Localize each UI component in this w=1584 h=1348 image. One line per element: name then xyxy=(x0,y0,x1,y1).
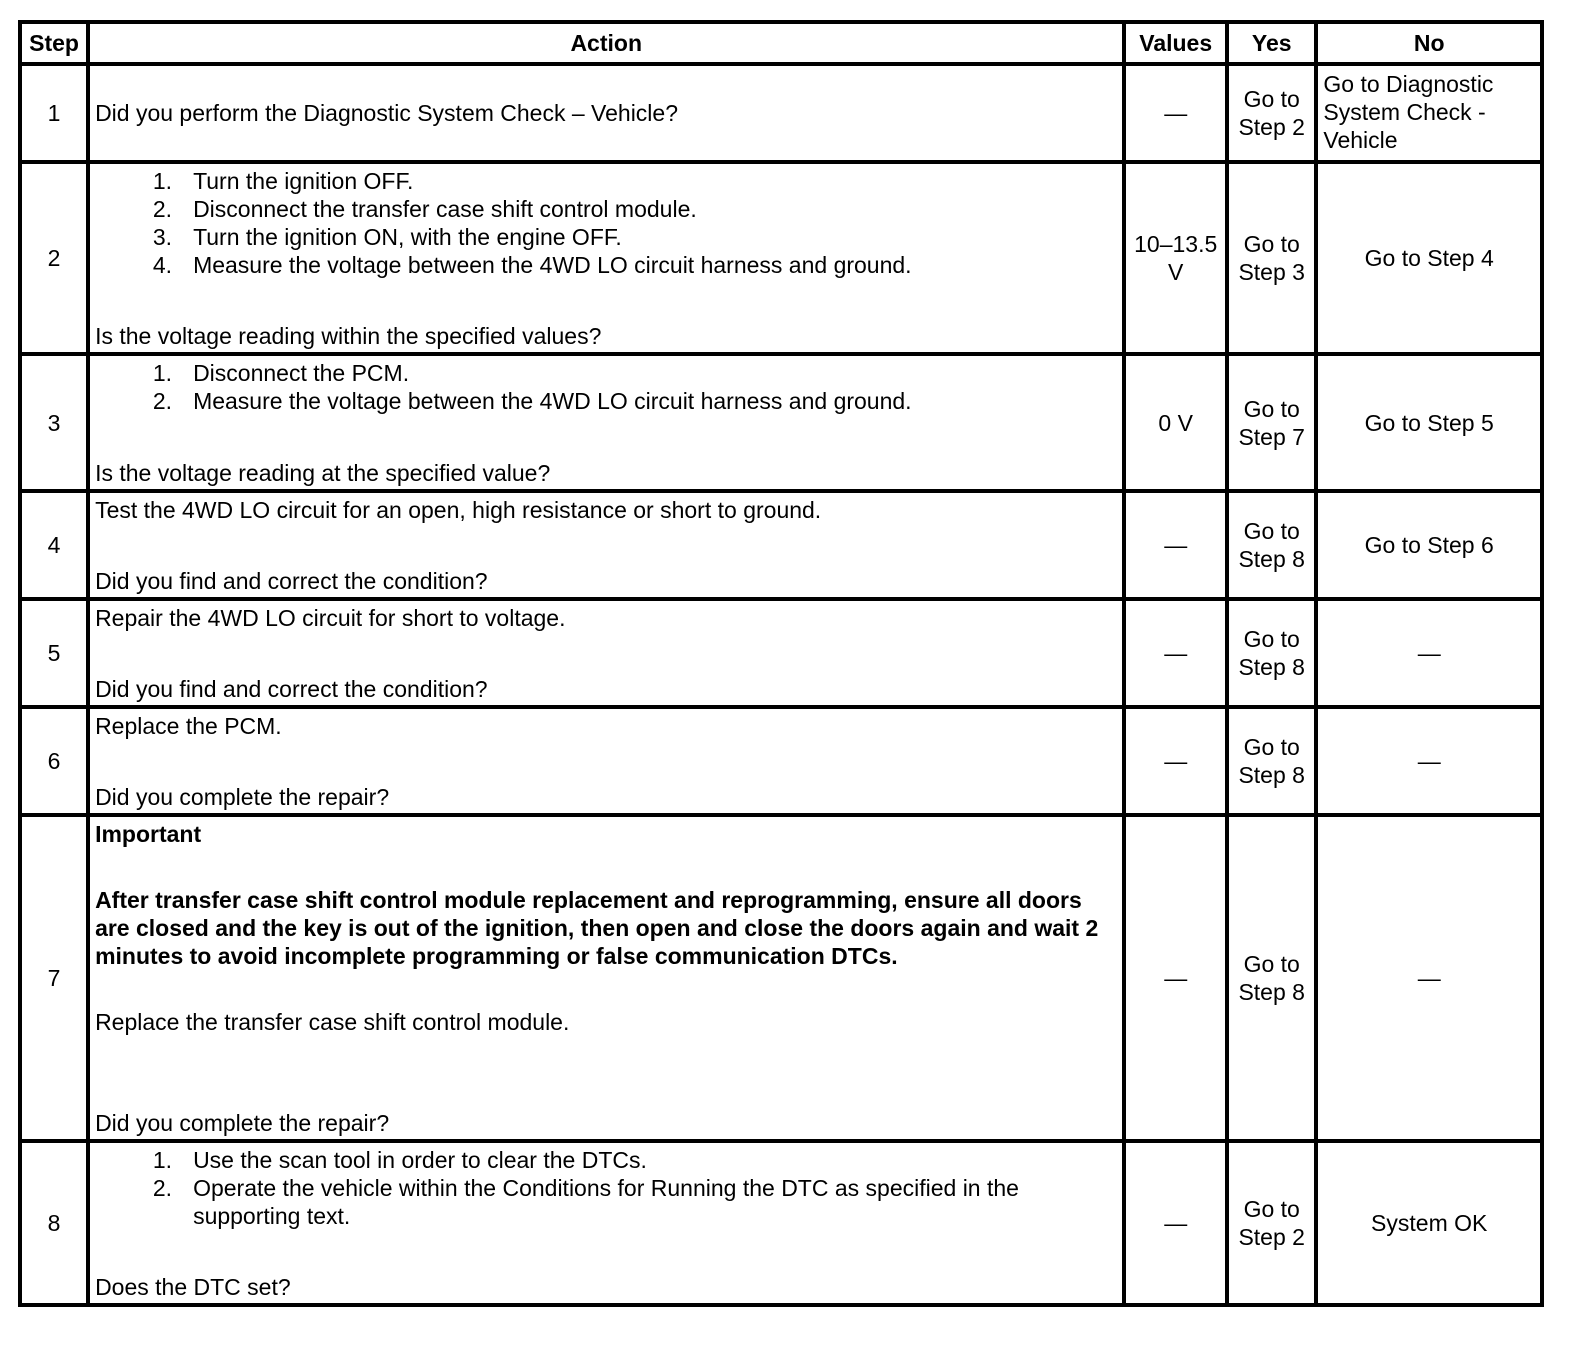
substep-list xyxy=(95,167,1117,279)
yes-cell: Go to Step 8 xyxy=(1227,599,1316,707)
table-row xyxy=(20,354,1542,491)
step-number: 7 xyxy=(20,815,88,1141)
table-row xyxy=(20,162,1542,354)
header-action: Action xyxy=(88,22,1124,64)
no-cell: Go to Step 5 xyxy=(1316,354,1542,491)
action-cell xyxy=(88,491,1124,599)
action-cell xyxy=(88,354,1124,491)
question-text: Is the voltage reading within the specified values? xyxy=(95,322,602,349)
important-note: After transfer case shift control module replacement and reprogramming, ensure all doors are closed and the key is out of the ignition, then open and close the doors again and wait 2 minutes to avoid incomplete programming or false communication DTCs. xyxy=(95,886,1099,969)
header-no: No xyxy=(1316,22,1542,64)
value-cell: — xyxy=(1124,599,1227,707)
value-cell: — xyxy=(1124,1141,1227,1305)
value-cell: 0 V xyxy=(1124,354,1227,491)
value-cell: 10–13.5 V xyxy=(1124,162,1227,354)
step-number: 3 xyxy=(20,354,88,491)
value-cell: — xyxy=(1124,491,1227,599)
list-item: 1. Turn the ignition OFF. xyxy=(152,167,414,194)
step-number: 1 xyxy=(20,64,88,162)
table-row xyxy=(20,707,1542,815)
list-item: 1. Use the scan tool in order to clear the DTCs. xyxy=(152,1146,647,1173)
action-text: Replace the PCM. xyxy=(95,712,282,739)
yes-cell: Go to Step 8 xyxy=(1227,815,1316,1141)
list-item: 2. Measure the voltage between the 4WD LO circuit harness and ground. xyxy=(152,387,912,414)
step-number: 6 xyxy=(20,707,88,815)
yes-cell: Go to Step 2 xyxy=(1227,1141,1316,1305)
question-text: Did you complete the repair? xyxy=(95,1109,390,1136)
no-cell: — xyxy=(1316,815,1542,1141)
no-cell: Go to Step 6 xyxy=(1316,491,1542,599)
action-text: Repair the 4WD LO circuit for short to voltage. xyxy=(95,604,566,631)
action-cell xyxy=(88,64,1124,162)
action-cell xyxy=(88,707,1124,815)
value-cell: — xyxy=(1124,64,1227,162)
header-step: Step xyxy=(20,22,88,64)
no-cell: Go to Step 4 xyxy=(1316,162,1542,354)
step-number: 4 xyxy=(20,491,88,599)
step-number: 2 xyxy=(20,162,88,354)
table-row xyxy=(20,64,1542,162)
diagnostic-table-container xyxy=(18,20,1544,1307)
table-row xyxy=(20,599,1542,707)
substep-list xyxy=(95,359,1117,415)
yes-cell: Go to Step 2 xyxy=(1227,64,1316,162)
yes-cell: Go to Step 8 xyxy=(1227,491,1316,599)
yes-cell: Go to Step 8 xyxy=(1227,707,1316,815)
value-cell: — xyxy=(1124,707,1227,815)
question-text: Did you find and correct the condition? xyxy=(95,567,488,594)
question-text: Is the voltage reading at the specified value? xyxy=(95,459,551,486)
action-text: Test the 4WD LO circuit for an open, high resistance or short to ground. xyxy=(95,496,822,523)
yes-cell: Go to Step 7 xyxy=(1227,354,1316,491)
value-cell: — xyxy=(1124,815,1227,1141)
action-cell xyxy=(88,162,1124,354)
important-title: Important xyxy=(95,820,202,847)
no-cell: System OK xyxy=(1316,1141,1542,1305)
table-row xyxy=(20,1141,1542,1305)
table-row xyxy=(20,491,1542,599)
question-text: Does the DTC set? xyxy=(95,1273,291,1300)
header-values: Values xyxy=(1124,22,1227,64)
action-cell xyxy=(88,815,1124,1141)
action-text: Replace the transfer case shift control module. xyxy=(95,1008,570,1035)
header-row xyxy=(20,22,1542,64)
step-number: 5 xyxy=(20,599,88,707)
header-yes: Yes xyxy=(1227,22,1316,64)
list-item: 4. Measure the voltage between the 4WD LO circuit harness and ground. xyxy=(152,251,912,278)
list-item: 3. Turn the ignition ON, with the engine OFF. xyxy=(152,223,622,250)
list-item: 2. Disconnect the transfer case shift control module. xyxy=(152,195,697,222)
list-item: 2. Operate the vehicle within the Conditions for Running the DTC as specified in the supporting text. xyxy=(152,1174,1019,1229)
table-row xyxy=(20,815,1542,1141)
no-cell: Go to Diagnostic System Check - Vehicle xyxy=(1316,64,1542,162)
action-cell xyxy=(88,599,1124,707)
question-text: Did you complete the repair? xyxy=(95,783,390,810)
question-text: Did you find and correct the condition? xyxy=(95,675,488,702)
substep-list xyxy=(95,1146,1117,1230)
yes-cell: Go to Step 3 xyxy=(1227,162,1316,354)
no-cell: — xyxy=(1316,707,1542,815)
list-item: 1. Disconnect the PCM. xyxy=(152,359,410,386)
action-cell xyxy=(88,1141,1124,1305)
action-text: Did you perform the Diagnostic System Check – Vehicle? xyxy=(95,100,679,126)
step-number: 8 xyxy=(20,1141,88,1305)
no-cell: — xyxy=(1316,599,1542,707)
diagnostic-table xyxy=(18,20,1544,1307)
